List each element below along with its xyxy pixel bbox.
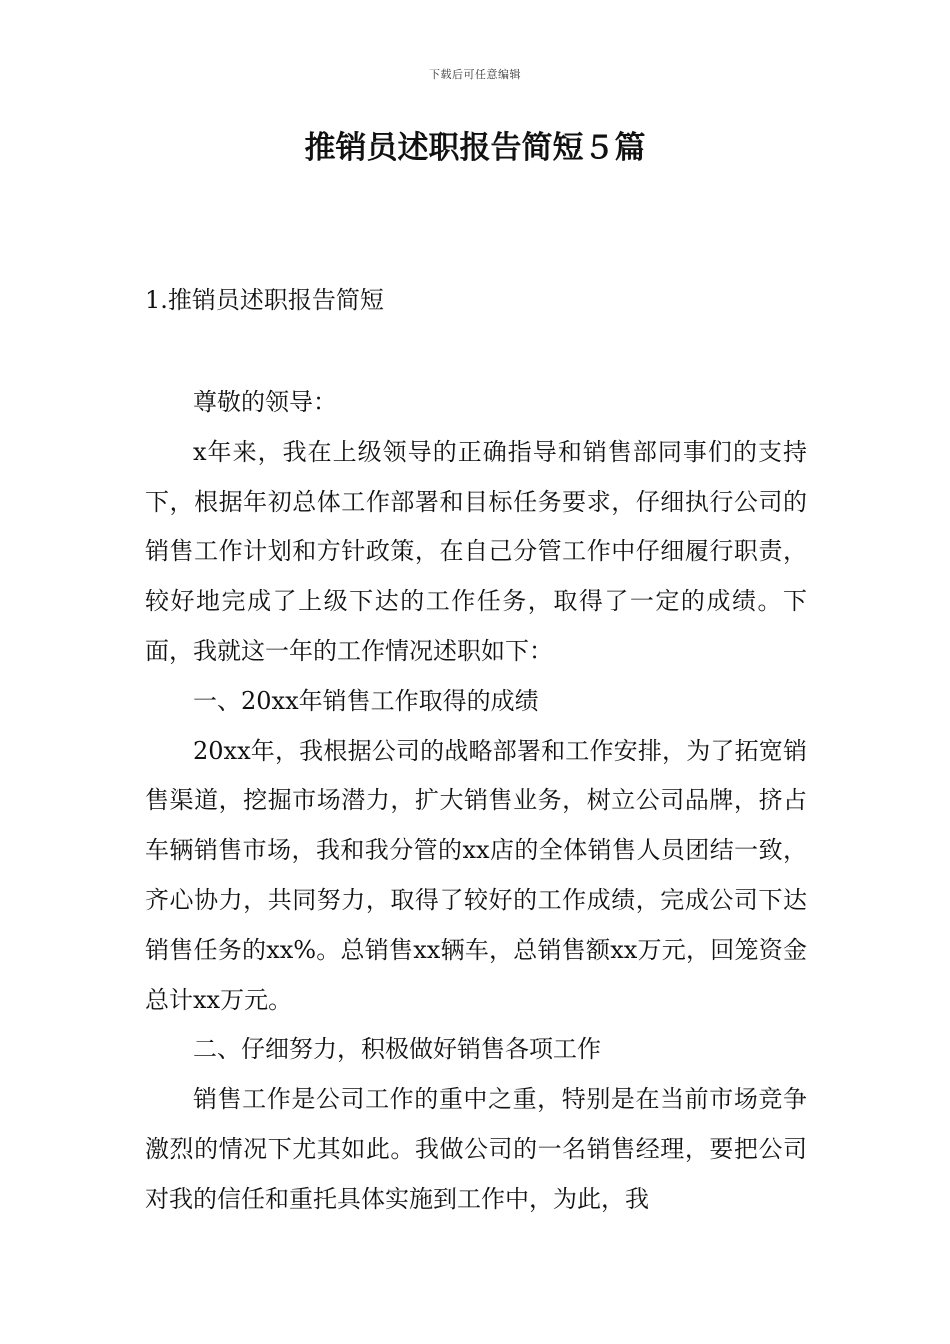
achievements-paragraph: 20xx年，我根据公司的战略部署和工作安排，为了拓宽销售渠道，挖掘市场潜力，扩大销售业务，树立公司品牌，挤占车辆销售市场，我和我分管的xx店的全体销售人员团结一致，齐心协力，共同努力，取得了较好的工作成绩，完成公司下达销售任务的xx%。总销售xx辆车，总销售额xx万元，回笼资金总计xx万元。 (145, 736, 807, 1014)
subheading-efforts: 二、仔细努力，积极做好销售各项工作 (193, 1035, 601, 1064)
document-title: 推销员述职报告简短５篇 (304, 130, 646, 166)
section-heading: 1.推销员述职报告简短 (145, 286, 384, 314)
salutation-paragraph: 尊敬的领导： (193, 388, 337, 416)
header-note: 下载后可任意编辑 (429, 68, 521, 81)
intro-paragraph: x年来，我在上级领导的正确指导和销售部同事们的支持下，根据年初总体工作部署和目标任务要求，仔细执行公司的销售工作计划和方针政策，在自己分管工作中仔细履行职责，较好地完成了上级下达的工作任务，取得了一定的成绩。下面，我就这一年的工作情况述职如下： (145, 437, 807, 665)
document-body (145, 378, 807, 1225)
efforts-paragraph: 销售工作是公司工作的重中之重，特别是在当前市场竞争激烈的情况下尤其如此。我做公司的一名销售经理，要把公司对我的信任和重托具体实施到工作中，为此，我 (145, 1085, 807, 1213)
subheading-achievements: 一、20xx年销售工作取得的成绩 (193, 686, 539, 715)
